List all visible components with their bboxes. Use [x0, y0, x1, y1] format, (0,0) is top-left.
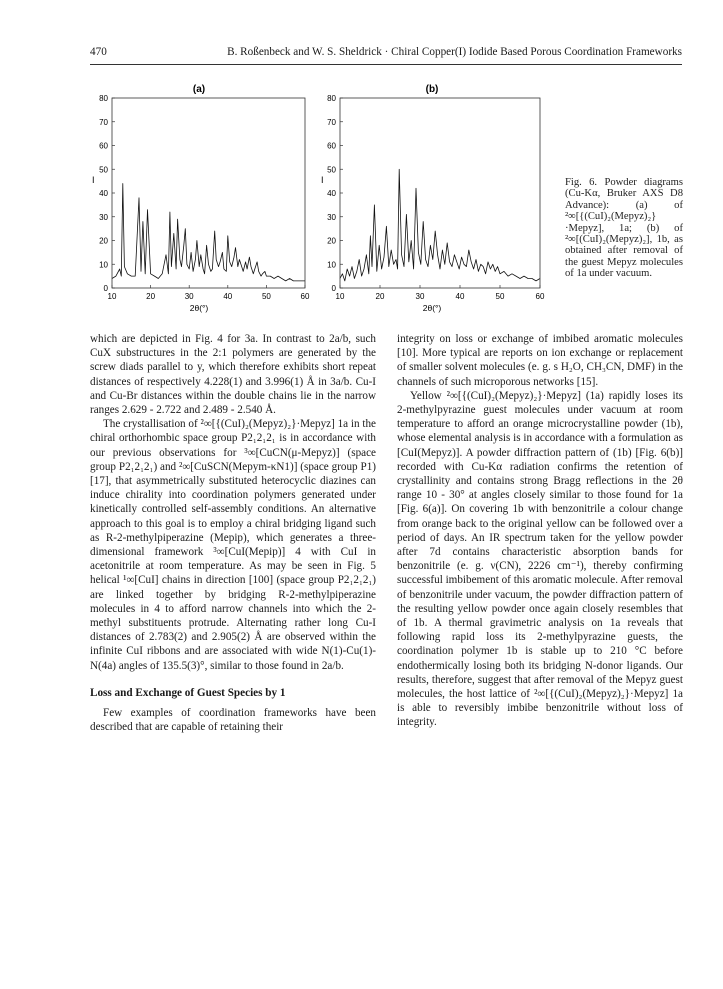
chart-a-yaxis	[99, 94, 115, 293]
y-tick-label: 20	[99, 236, 108, 246]
paragraph: Yellow ²∞[{(CuI)₂(Mepyz)₂}·Mepyz] (1a) rapidly loses its 2-methylpyrazine guest molecules under vacuum at room temperature to afford an orange microcrystalline powder (1b), whose elemental analysis is in accordance with a formulation as [CuI(Mepyz)]. A powder diffraction pattern of (1b) [Fig. 6(b)] recorded with Cu-Kα radiation confirms the retention of crystallinity and contains strong Bragg reflections in the 2θ range 10 - 30° at angles closely similar to those found for 1a [Fig. 6(a)]. On covering 1b with benzonitrile a colour change from orange back to the original yellow can be followed over a period of days. An IR spectrum taken for the yellow powder after 7d contains characteristic absorption bands for benzonitrile (e. g. ν(CN), 2226 cm⁻¹), thereby confirming successful imbibement of this aromatic molecule. After removal of benzonitrile under vacuum, the powder diffraction pattern of the resulting yellow powder once again closely resembles that of 1b. A thermal gravimetric analysis on 1a reveals that following rapid loss its 2-methylpyrazine guests, the coordination polymer 1b is stable up to 210 °C before endothermically losing both its bridging N-donor ligands. Our results, therefore, suggest that after removal of the Mepyz guest molecules, the host lattice of ²∞[{(CuI)₂(Mepyz)₂}·Mepyz] 1a is able to reversibly imbibe benzonitrile without loss of integrity.	[397, 389, 683, 729]
x-tick-label: 10	[335, 292, 345, 301]
powder-diagram-a	[88, 84, 313, 316]
y-tick-label: 40	[99, 189, 108, 198]
chart-a-title: (a)	[192, 84, 206, 95]
y-tick-label: 10	[99, 260, 108, 270]
y-tick-label: 20	[327, 236, 336, 246]
section-heading: Loss and Exchange of Guest Species by 1	[90, 686, 286, 699]
diffraction-trace	[112, 184, 305, 281]
chart-b-yaxis	[327, 94, 343, 293]
chart-b-xaxis	[336, 285, 545, 301]
x-tick-label: 50	[261, 292, 271, 301]
y-tick-label: 30	[327, 212, 336, 222]
x-tick-label: 20	[375, 292, 385, 301]
running-title: B. Roßenbeck and W. S. Sheldrick · Chiral Copper(I) Iodide Based Porous Coordination Frameworks	[227, 46, 682, 58]
diffraction-trace	[340, 169, 540, 281]
y-tick-label: 0	[103, 284, 108, 293]
y-tick-label: 70	[99, 117, 108, 127]
y-tick-label: 60	[99, 141, 108, 151]
page-number: 470	[90, 46, 107, 58]
y-tick-label: 50	[99, 165, 108, 175]
x-tick-label: 40	[223, 292, 233, 301]
running-header	[90, 46, 682, 65]
x-tick-label: 20	[146, 292, 156, 301]
y-tick-label: 80	[327, 94, 336, 103]
powder-diagram-b	[318, 84, 546, 316]
right-column	[397, 332, 683, 730]
chart-b-title: (b)	[425, 84, 439, 95]
x-tick-label: 50	[495, 292, 505, 301]
paragraph: The crystallisation of ²∞[{(CuI)₂(Mepyz)₂}·Mepyz] 1a in the chiral orthorhombic space group P2₁2₁2₁ is in accordance with our previous observations for ³∞[CuCN(μ-Mepyz)] (space group P2₁2₁2₁) and ²∞[CuSCN(Mepym-κN1)] (space group P1) [17], that asymmetrically substituted heterocyclic diazines can induce chirality into coordination polymers generated under kinetically controlled self-assembly conditions. An alternative approach to this goal is to employ a chiral bridging ligand such as R-2-methylpiperazine (Mepip), which generates a three-dimensional framework ³∞[CuI(Mepip)] 4 with CuI in acetonitrile at room temperature. As may be seen in Fig. 5 helical ¹∞[CuI] chains in direction [100] (space group P2₁2₁2₁) are linked together by bridging R-2-methylpiperazine molecules in 4 to afford narrow channels into which the 2-methyl substituents protrude. Alternating rather long Cu-I distances of 2.783(2) and 2.905(2) Å are observed within the infinite CuI ribbons and are associated with wide N(1)-Cu(1)-N(4a) angles of 135.5(3)°, similar to those found in 2a/b.	[90, 418, 376, 672]
chart-a-xaxis	[108, 285, 310, 301]
chart-a-xlabel: 2θ(°)	[189, 303, 209, 313]
figure-caption: Fig. 6. Powder diagrams (Cu-Kα, Bruker AXS D8 Advance): (a) of ²∞[{(CuI)₂(Mepyz)₂}·Mepyz], 1a; (b) of ²∞[(CuI)₂(Mepyz)₂], 1b, as obtained after removal of the guest Mepyz molecules of 1a under vacuum.	[565, 177, 683, 280]
y-tick-label: 0	[331, 284, 336, 293]
paragraph: which are depicted in Fig. 4 for 3a. In contrast to 2a/b, such CuX substructures in the 2:1 polymers are generated by the screw diads parallel to y, which therefore exhibits short repeat distances of respectively 4.228(1) and 3.996(1) Å in 3a/b. Cu-I and Cu-Br distances within the double chains lie in the narrow ranges 2.629 - 2.722 and 2.489 - 2.540 Å.	[90, 333, 376, 417]
x-tick-label: 30	[184, 292, 194, 301]
x-tick-label: 30	[415, 292, 425, 301]
chart-b-frame	[340, 98, 540, 288]
y-tick-label: 60	[327, 141, 336, 151]
y-tick-label: 70	[327, 117, 336, 127]
y-tick-label: 40	[327, 189, 336, 198]
paragraph: Few examples of coordination frameworks have been described that are capable of retaining their	[90, 707, 376, 734]
left-column	[90, 332, 376, 734]
y-tick-label: 80	[99, 94, 108, 103]
x-tick-label: 10	[107, 292, 117, 301]
chart-b-xlabel: 2θ(°)	[422, 303, 442, 313]
x-tick-label: 60	[535, 292, 545, 301]
chart-b-ylabel: I	[321, 175, 324, 185]
x-tick-label: 40	[455, 292, 465, 301]
y-tick-label: 30	[99, 212, 108, 222]
paragraph: integrity on loss or exchange of imbibed aromatic molecules [10]. More typical are reports on ion exchange or replacement of smaller solvent molecules (e. g. s H₂O, CH₃CN, DMF) in the channels of such microporous networks [15].	[397, 333, 683, 388]
chart-b-series	[340, 169, 540, 281]
y-tick-label: 10	[327, 260, 336, 270]
chart-a-series	[112, 184, 305, 281]
x-tick-label: 60	[300, 292, 310, 301]
y-tick-label: 50	[327, 165, 336, 175]
chart-a-ylabel: I	[92, 175, 95, 185]
